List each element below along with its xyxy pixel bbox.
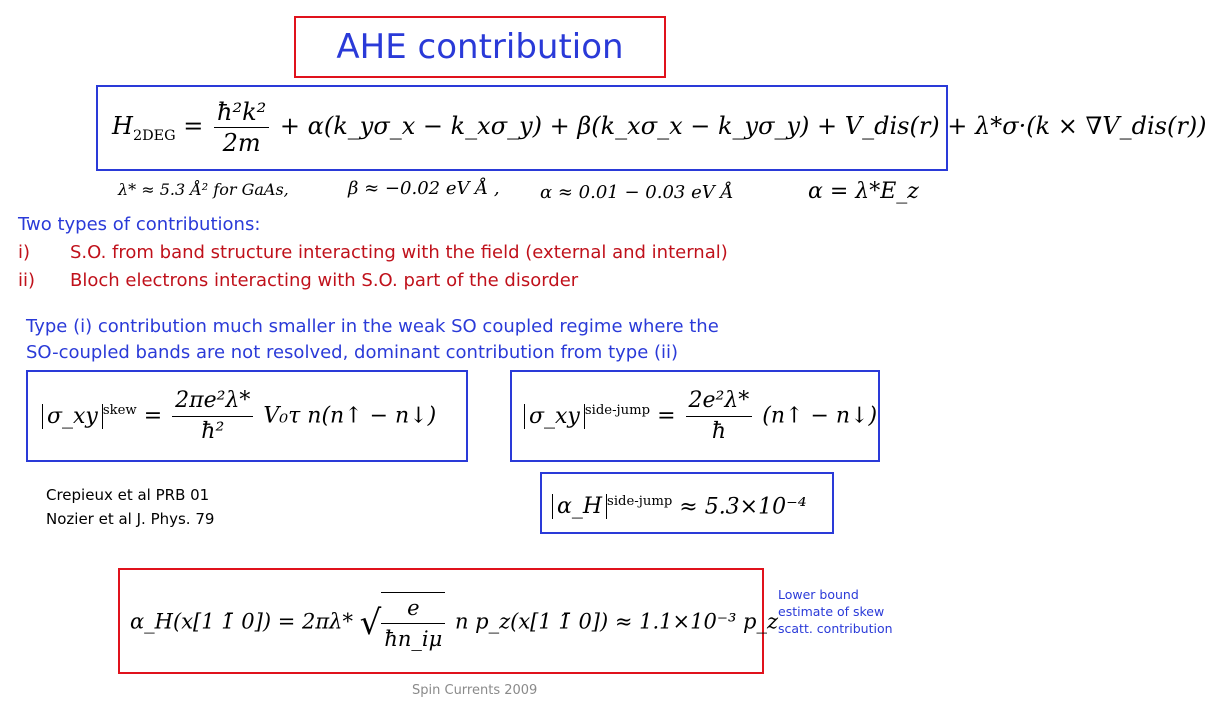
- sidejump-equation: σ_xy $^{side-jump}$ = $\frac{\text{2e²λ*}}{ħ}$ (n↑ − n↓): [524, 386, 877, 447]
- bottom-note-line-2: estimate of skew: [778, 604, 885, 619]
- bottom-lhs: α_H(x[1 1̄ 0]) = 2πλ*: [130, 609, 353, 634]
- alpha-h-rest: ≈ 5.3×10⁻⁴: [679, 494, 807, 520]
- sidejump-fraction: [686, 386, 753, 447]
- dresselhaus-term: + β(k_xσ_x − k_yσ_y): [549, 112, 810, 140]
- skew-box: [26, 370, 468, 462]
- so-disorder-term: + λ*σ·(k × ∇V_dis(r)): [947, 112, 1207, 140]
- kinetic-denominator: 2m: [222, 129, 261, 157]
- bottom-note-line-3: scatt. contribution: [778, 621, 893, 636]
- skew-numerator: 2πe²λ*: [172, 386, 253, 417]
- page-title: AHE contribution: [336, 27, 624, 67]
- skew-denominator: ħ²: [201, 419, 225, 444]
- kinetic-numerator: ħ²k²: [214, 97, 269, 128]
- sidejump-numerator: 2e²λ*: [686, 386, 753, 417]
- reference-2: Nozier et al J. Phys. 79: [46, 510, 215, 528]
- param-beta: β ≈ −0.02 eV Å ,: [348, 178, 500, 199]
- alpha-h-equation: [552, 486, 807, 523]
- sidejump-rest: (n↑ − n↓): [762, 403, 878, 429]
- disorder-term: + V_dis(r): [817, 112, 940, 140]
- hamiltonian-equation: $H_{2DEG}$ = $\frac{\text{ħ²k²}}{2m}$ + α(k_yσ_x − k_xσ_y) + β(k_xσ_x − k_yσ_y) + V_dis(r) + λ*σ·(k × ∇V_dis(r)): [112, 98, 1207, 157]
- item-2-text: Bloch electrons interacting with S.O. part of the disorder: [70, 270, 579, 291]
- param-alpha-range: α ≈ 0.01 − 0.03 eV Å: [540, 182, 734, 203]
- bottom-note: [778, 586, 893, 637]
- types-heading: Two types of contributions:: [18, 214, 261, 235]
- reference-1: Crepieux et al PRB 01: [46, 486, 210, 504]
- sidejump-lhs: σ_xy: [524, 404, 585, 429]
- bottom-note-line-1: Lower bound: [778, 587, 859, 602]
- alpha-h-sup: side-jump: [607, 494, 673, 509]
- item-2-marker: ii): [18, 270, 36, 291]
- footer-text: Spin Currents 2009: [412, 683, 538, 698]
- title-box: [294, 16, 666, 78]
- alpha-h-box: [540, 472, 834, 534]
- h-lhs: H: [112, 112, 133, 140]
- item-1-marker: i): [18, 242, 31, 263]
- bottom-sqrt-numerator: e: [381, 593, 445, 624]
- h-lhs-sub: 2DEG: [132, 127, 176, 144]
- bottom-sqrt-denominator: ħn_iμ: [384, 627, 443, 651]
- item-1-text: S.O. from band structure interacting with the field (external and internal): [70, 242, 728, 263]
- skew-equation: σ_xy $^{skew}$ = $\frac{\text{2πe²λ*}}{\text{ħ²}}$ V₀τ n(n↑ − n↓): [42, 386, 436, 447]
- skew-fraction: [172, 386, 253, 447]
- rashba-term: + α(k_yσ_x − k_xσ_y): [279, 112, 542, 140]
- skew-sup: skew: [102, 403, 137, 419]
- sidejump-box: [510, 370, 880, 462]
- sidejump-sup: side-jump: [584, 403, 651, 419]
- type-note-line-1: Type (i) contribution much smaller in the weak SO coupled regime where the: [26, 316, 719, 337]
- skew-rest: V₀τ n(n↑ − n↓): [263, 403, 437, 429]
- type-note-line-2: SO-coupled bands are not resolved, dominant contribution from type (ii): [26, 342, 679, 363]
- sidejump-denominator: ħ: [711, 419, 726, 444]
- param-lambda: λ* ≈ 5.3 Å² for GaAs,: [118, 180, 289, 199]
- hamiltonian-box: [96, 85, 1207, 171]
- bottom-rest: n p_z(x[1 1̄ 0]) ≈ 1.1×10⁻³ p_z: [454, 609, 779, 634]
- bottom-equation: α_H(x[1 1̄ 0]) = 2πλ* √ $\frac{e}{ħn\_i\mu}$ n p_z(x[1 1̄ 0]) ≈ 1.1×10⁻³ p_z: [130, 592, 778, 654]
- bottom-equation-box: [118, 568, 779, 674]
- alpha-h-lhs: α_H: [552, 494, 607, 519]
- types-item-1: [18, 240, 728, 265]
- param-alpha-def: α = λ*E_z: [808, 179, 919, 204]
- kinetic-fraction: [214, 97, 269, 158]
- bottom-sqrt-fraction: [381, 592, 445, 654]
- skew-lhs: σ_xy: [42, 404, 103, 429]
- types-item-2: [18, 268, 578, 293]
